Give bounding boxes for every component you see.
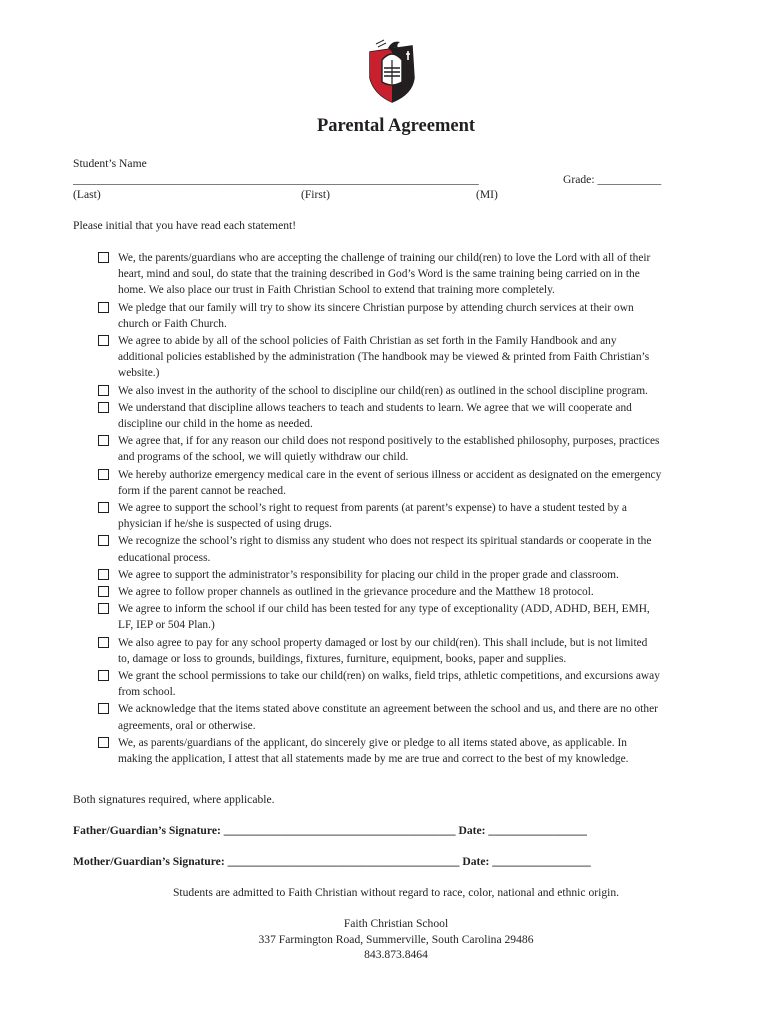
list-item [98,300,723,332]
statement-text-line: We agree to follow proper channels as outlined in the grievance procedure and the Matthew 18 protocol. [118,586,594,599]
statement-text-line: We agree to support the school’s right to request from parents (at parent’s expense) to have a student tested by a [118,502,627,515]
list-item [98,601,723,633]
list-item [98,250,723,299]
statement-text-line: to, damage or loss to grounds, buildings, fixtures, furniture, equipment, books, paper and supplies. [118,652,567,665]
instructions-text: Please initial that you have read each statement! [73,219,297,232]
empty-checkbox-icon[interactable] [98,703,109,714]
statement-text-line: We agree to support the administrator’s responsibility for placing our child in the proper grade and classroom. [118,568,619,581]
list-item [98,400,723,432]
statement-text-line: We recognize the school’s right to dismiss any student who does not respect its spiritual standards or cooperate in the [118,535,652,548]
statement-text-line: We hereby authorize emergency medical care in the event of serious illness or accident as designated on the emergency [118,468,662,481]
list-item [98,668,723,700]
student-name-label: Student’s Name [73,157,147,170]
first-name-caption: (First) [301,188,330,201]
statement-text-line: physician if he/she is suspected of using drugs. [118,518,332,531]
statement-text-line: We agree to abide by all of the school policies of Faith Christian as set forth in the Family Handbook and any [118,335,617,348]
empty-checkbox-icon[interactable] [98,385,109,396]
empty-checkbox-icon[interactable] [98,335,109,346]
statement-text-line: We, the parents/guardians who are accepting the challenge of training our child(ren) to love the Lord with all of their [118,252,651,264]
statement-text-line: home. We also place our trust in Faith Christian School to extend that training more completely. [118,284,555,297]
empty-checkbox-icon[interactable] [98,569,109,580]
school-name: Faith Christian School [343,917,449,930]
signature-note: Both signatures required, where applicable. [73,793,275,806]
empty-checkbox-icon[interactable] [98,603,109,614]
list-item [98,533,723,565]
empty-checkbox-icon[interactable] [98,252,109,263]
statement-text-line: We agree that, if for any reason our child does not respond positively to the established philosophy, purposes, practices [118,435,660,448]
empty-checkbox-icon[interactable] [98,637,109,648]
list-item [98,584,723,600]
school-phone: 843.873.8464 [364,948,428,961]
list-item [98,735,723,767]
empty-checkbox-icon[interactable] [98,586,109,597]
statement-list [98,250,723,768]
school-address: 337 Farmington Road, Summerville, South Carolina 29486 [258,933,534,946]
list-item [98,701,723,733]
empty-checkbox-icon[interactable] [98,469,109,480]
empty-checkbox-icon[interactable] [98,435,109,446]
father-signature-field[interactable]: Father/Guardian’s Signature: ________________________________________ Date: _________________ [73,824,587,837]
grade-field[interactable]: Grade: ___________ [563,173,662,186]
statement-text-line: We also invest in the authority of the school to discipline our child(ren) as outlined in the school discipline program. [118,384,648,397]
list-item [98,635,723,667]
statement-text-line: LF, IEP or 504 Plan.) [118,619,215,632]
middle-initial-caption: (MI) [476,188,498,201]
list-item [98,467,723,499]
empty-checkbox-icon[interactable] [98,302,109,313]
statement-text-line: We also agree to pay for any school property damaged or lost by our child(ren). This shall include, but is not limited [118,636,648,649]
statement-text-line: heart, mind and soul, do state that the training described in God’s Word is the same training being carried on in the [118,268,640,281]
nondiscrimination-statement: Students are admitted to Faith Christian without regard to race, color, national and ethnic origin. [172,886,620,899]
statement-text-line: form if the parent cannot be reached. [118,484,286,497]
list-item [98,500,723,532]
mother-signature-field[interactable]: Mother/Guardian’s Signature: ________________________________________ Date: _________________ [73,855,591,868]
statement-text-line: We understand that discipline allows teachers to teach and students to learn. We agree that we will cooperate and [118,401,632,414]
empty-checkbox-icon[interactable] [98,402,109,413]
statement-text-line: We agree to inform the school if our child has been tested for any type of exceptionality (ADD, ADHD, BEH, EMH, [118,603,650,616]
list-item [98,383,723,399]
list-item [98,433,723,465]
empty-checkbox-icon[interactable] [98,535,109,546]
statement-text-line: website.) [118,367,160,380]
statement-text-line: We acknowledge that the items stated above constitute an agreement between the school and us, and there are no other [118,703,658,716]
statement-text-line: We grant the school permissions to take our child(ren) on walks, field trips, athletic competitions, and excursions away [118,670,660,683]
statement-text-line: church or Faith Church. [118,317,227,330]
statement-text-line: from school. [118,686,176,699]
empty-checkbox-icon[interactable] [98,737,109,748]
school-logo [362,38,420,104]
statement-text-line: making the application, I attest that all statements made by me are true and correct to the best of my knowledge. [118,753,629,766]
page-title: Parental Agreement [316,116,476,136]
empty-checkbox-icon[interactable] [98,670,109,681]
statement-text-line: additional policies established by the administration (The handbook may be viewed & printed from Faith Christian’s [118,351,650,364]
list-item [98,567,723,583]
statement-text-line: educational process. [118,551,211,564]
statement-text-line: discipline our child in the home as needed. [118,418,313,431]
statement-text-line: and programs of the school, we will quietly withdraw our child. [118,451,409,464]
student-name-line[interactable]: ______________________________________________________________________ [73,173,479,186]
statement-text-line: We, as parents/guardians of the applicant, do sincerely give or pledge to all items stated above, as applicable. In [118,736,627,749]
list-item [98,333,723,382]
empty-checkbox-icon[interactable] [98,502,109,513]
statement-text-line: We pledge that our family will try to show its sincere Christian purpose by attending church services at their own [118,301,634,314]
last-name-caption: (Last) [73,188,101,201]
statement-text-line: agreements, oral or otherwise. [118,719,256,732]
